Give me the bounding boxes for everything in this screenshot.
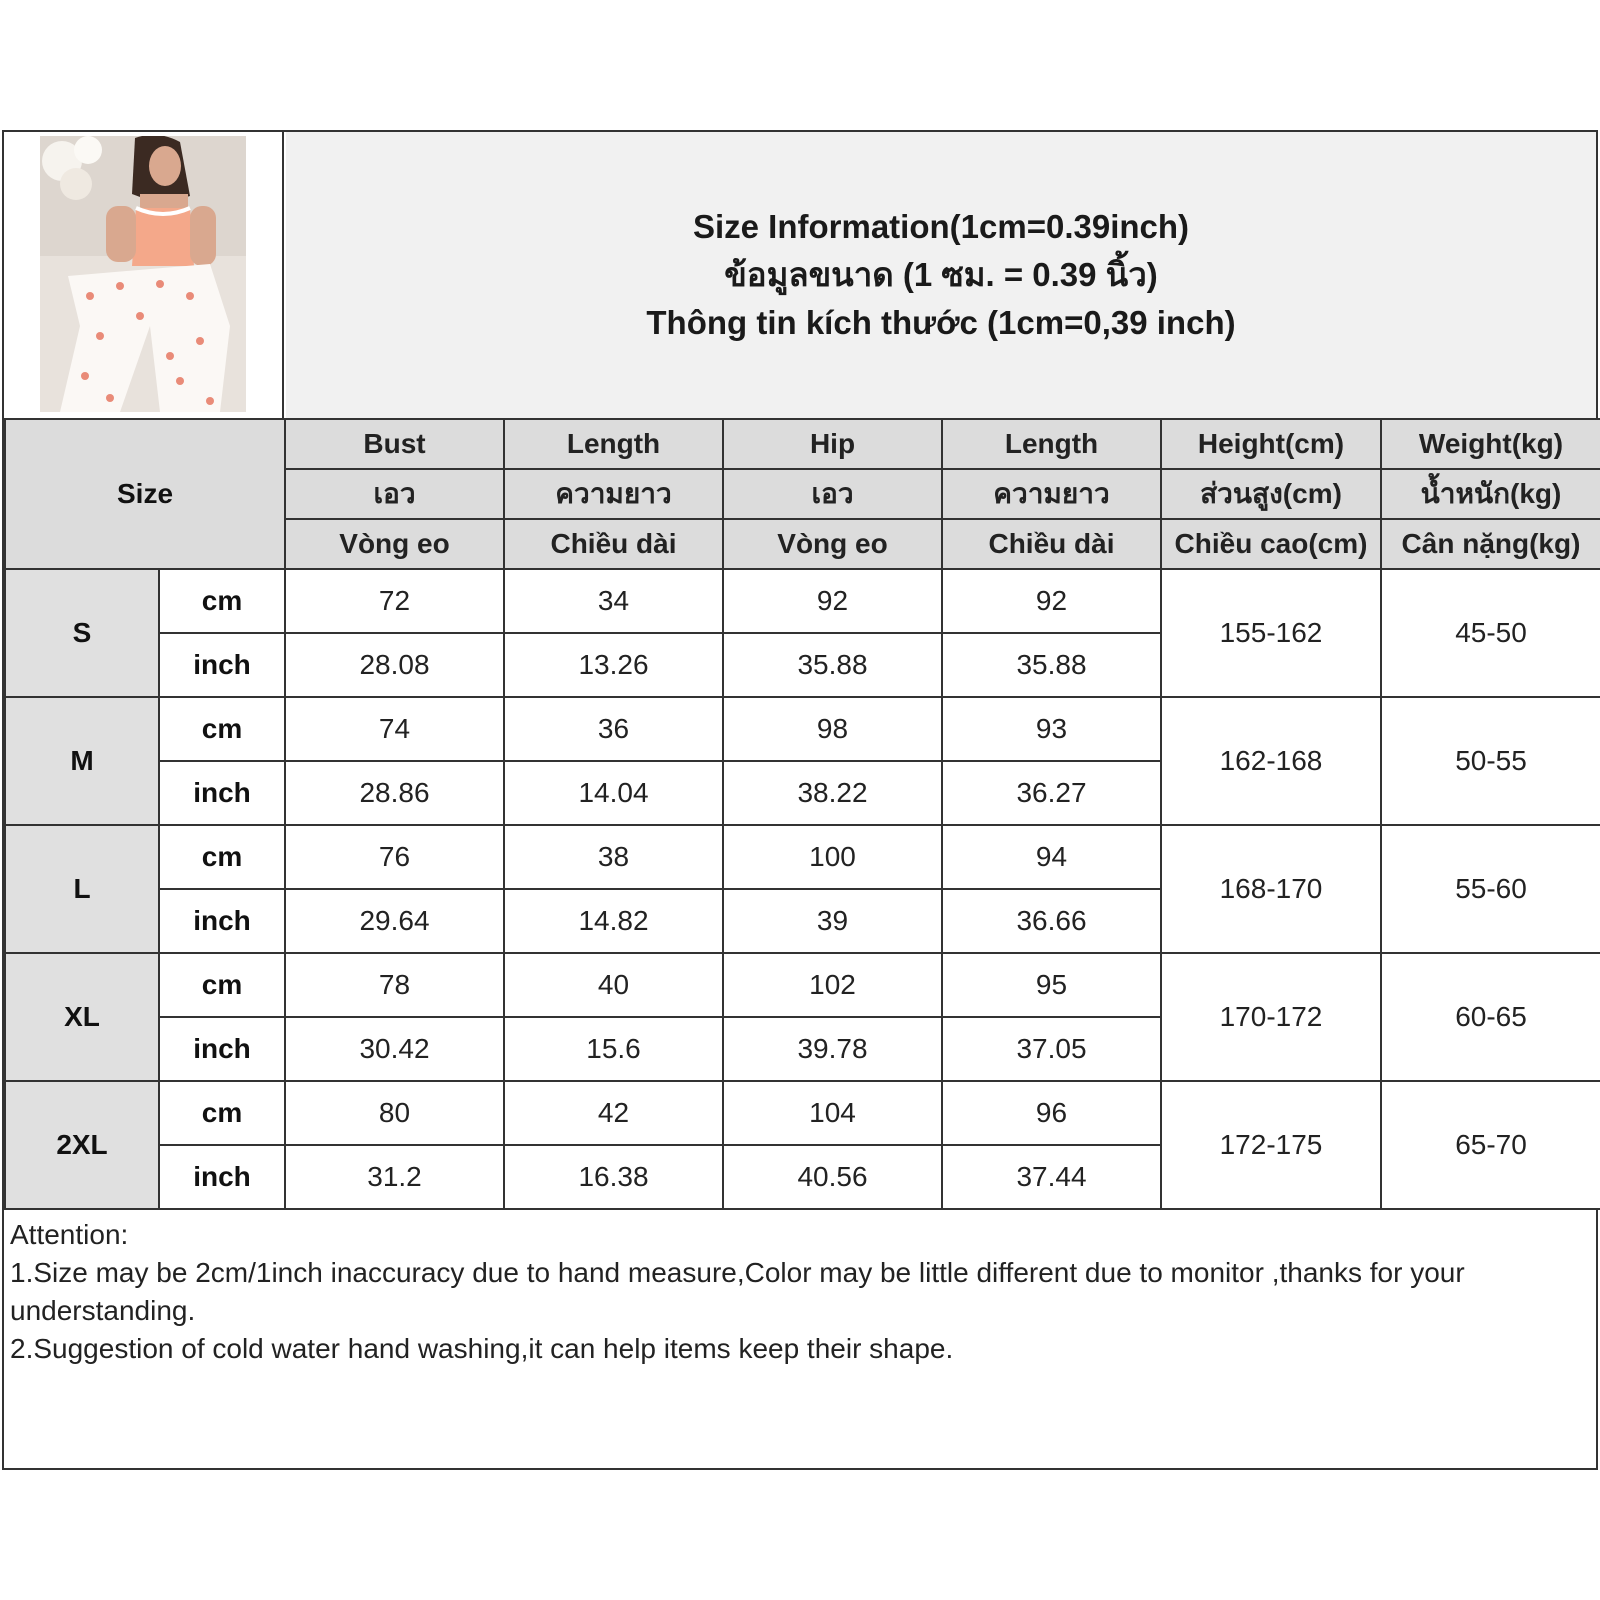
measurement-cell: 35.88 [942,633,1161,697]
notes-line-1: 1.Size may be 2cm/1inch inaccuracy due to hand measure,Color may be little different due to monitor ,thanks for your understanding. [10,1257,1465,1326]
measurement-cell: 38.22 [723,761,942,825]
measurement-cell: 76 [285,825,504,889]
column-header: Vòng eo [723,519,942,569]
size-label-cell: 2XL [5,1081,159,1209]
notes-line-2: 2.Suggestion of cold water hand washing,it can help items keep their shape. [10,1333,954,1364]
measurement-cell: 36 [504,697,723,761]
measurement-cell: 74 [285,697,504,761]
measurement-cell: 37.44 [942,1145,1161,1209]
weight-range-cell: 60-65 [1381,953,1600,1081]
column-header: Chiều cao(cm) [1161,519,1381,569]
notes-heading: Attention: [10,1219,129,1250]
unit-label-cell: inch [159,1017,285,1081]
measurement-cell: 34 [504,569,723,633]
size-label-cell: M [5,697,159,825]
column-header: Bust [285,419,504,469]
column-header: Cân nặng(kg) [1381,519,1600,569]
weight-range-cell: 45-50 [1381,569,1600,697]
table-row [5,825,1600,889]
column-header: Chiều dài [942,519,1161,569]
size-info-title [286,132,1596,418]
measurement-cell: 30.42 [285,1017,504,1081]
column-header: Vòng eo [285,519,504,569]
measurement-cell: 39 [723,889,942,953]
measurement-cell: 94 [942,825,1161,889]
measurement-cell: 35.88 [723,633,942,697]
title-vietnamese: Thông tin kích thước (1cm=0,39 inch) [646,304,1236,341]
unit-label-cell: inch [159,633,285,697]
size-label-cell: S [5,569,159,697]
unit-label-cell: inch [159,1145,285,1209]
unit-label-cell: cm [159,697,285,761]
height-range-cell: 162-168 [1161,697,1381,825]
measurement-cell: 37.05 [942,1017,1161,1081]
product-photo [4,132,284,418]
measurement-cell: 104 [723,1081,942,1145]
measurement-cell: 13.26 [504,633,723,697]
measurement-cell: 16.38 [504,1145,723,1209]
measurement-cell: 28.86 [285,761,504,825]
column-header: Chiều dài [504,519,723,569]
height-range-cell: 168-170 [1161,825,1381,953]
measurement-cell: 78 [285,953,504,1017]
column-header: Length [504,419,723,469]
unit-label-cell: cm [159,825,285,889]
title-english: Size Information(1cm=0.39inch) [692,208,1190,245]
header-section [4,132,1596,418]
measurement-cell: 29.64 [285,889,504,953]
column-header: เอว [285,469,504,519]
measurement-cell: 36.66 [942,889,1161,953]
measurement-cell: 80 [285,1081,504,1145]
column-header: ความยาว [504,469,723,519]
height-range-cell: 170-172 [1161,953,1381,1081]
size-label-cell: L [5,825,159,953]
measurement-cell: 40 [504,953,723,1017]
column-header: ส่วนสูง(cm) [1161,469,1381,519]
column-header: Height(cm) [1161,419,1381,469]
height-range-cell: 155-162 [1161,569,1381,697]
weight-range-cell: 55-60 [1381,825,1600,953]
size-table [4,418,1600,1210]
table-row [5,953,1600,1017]
unit-label-cell: cm [159,569,285,633]
height-range-cell: 172-175 [1161,1081,1381,1209]
measurement-cell: 31.2 [285,1145,504,1209]
size-label-cell: XL [5,953,159,1081]
product-photo-icon [40,136,246,412]
attention-notes [4,1212,1596,1468]
measurement-cell: 92 [942,569,1161,633]
table-row [5,697,1600,761]
unit-label-cell: cm [159,1081,285,1145]
measurement-cell: 92 [723,569,942,633]
measurement-cell: 38 [504,825,723,889]
measurement-cell: 100 [723,825,942,889]
unit-label-cell: inch [159,889,285,953]
unit-label-cell: cm [159,953,285,1017]
size-header-cell: Size [5,419,285,569]
column-header: เอว [723,469,942,519]
measurement-cell: 72 [285,569,504,633]
measurement-cell: 36.27 [942,761,1161,825]
weight-range-cell: 65-70 [1381,1081,1600,1209]
column-header: น้ำหนัก(kg) [1381,469,1600,519]
weight-range-cell: 50-55 [1381,697,1600,825]
unit-label-cell: inch [159,761,285,825]
measurement-cell: 28.08 [285,633,504,697]
measurement-cell: 15.6 [504,1017,723,1081]
measurement-cell: 14.82 [504,889,723,953]
measurement-cell: 95 [942,953,1161,1017]
title-thai: ข้อมูลขนาด (1 ซม. = 0.39 นิ้ว) [724,256,1158,293]
column-header: Hip [723,419,942,469]
measurement-cell: 102 [723,953,942,1017]
measurement-cell: 42 [504,1081,723,1145]
table-row [5,1081,1600,1145]
column-header: Length [942,419,1161,469]
measurement-cell: 14.04 [504,761,723,825]
measurement-cell: 39.78 [723,1017,942,1081]
column-header: ความยาว [942,469,1161,519]
size-chart-sheet [2,130,1598,1470]
measurement-cell: 96 [942,1081,1161,1145]
measurement-cell: 93 [942,697,1161,761]
measurement-cell: 40.56 [723,1145,942,1209]
column-header: Weight(kg) [1381,419,1600,469]
table-row [5,569,1600,633]
measurement-cell: 98 [723,697,942,761]
header-row [5,419,1600,469]
